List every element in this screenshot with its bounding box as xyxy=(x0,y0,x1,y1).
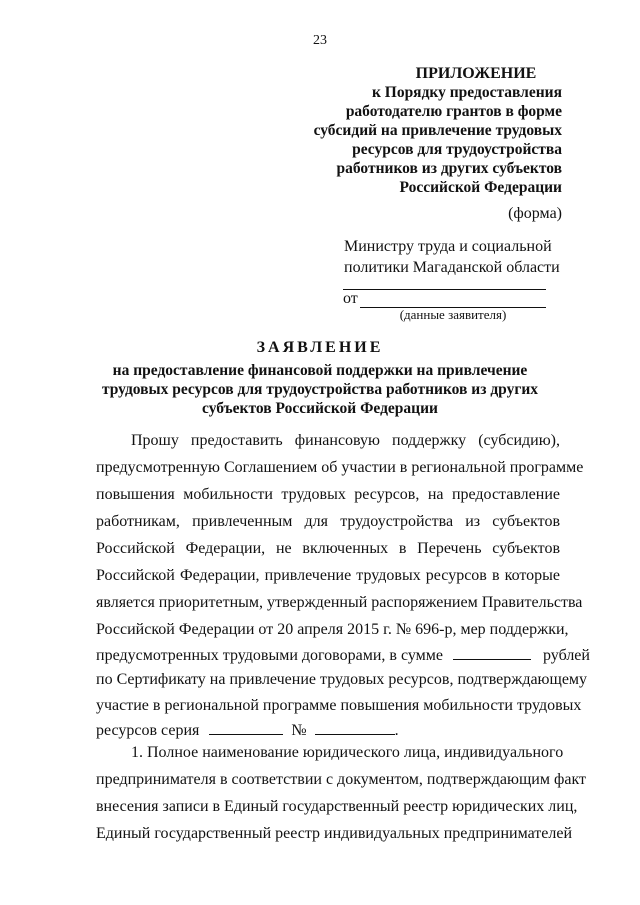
series-line xyxy=(96,720,560,740)
number-blank xyxy=(315,720,395,735)
body-line: Прошу предоставить финансовую поддержку (субсидию), xyxy=(131,432,560,449)
body-line: по Сертификату на привлечение трудовых ресурсов, подтверждающему xyxy=(96,671,588,688)
series-blank xyxy=(209,720,283,735)
appendix-line: к Порядку предоставления xyxy=(371,84,562,101)
appendix-line: работников из других субъектов xyxy=(336,160,562,177)
appendix-line: Российской Федерации xyxy=(399,179,562,196)
body-line: Российской Федерации, привлечение трудовых ресурсов в которые xyxy=(96,567,560,584)
addressee-block xyxy=(344,236,564,278)
sum-label: предусмотренных трудовыми договорами, в сумме xyxy=(96,647,443,664)
appendix-line: работодателю грантов в форме xyxy=(345,103,562,120)
body-line: внесения записи в Единый государственный реестр юридических лиц, xyxy=(96,798,578,815)
body-line: является приоритетным, утвержденный распоряжением Правительства xyxy=(96,594,583,611)
appendix-line: субсидий на привлечение трудовых xyxy=(313,122,562,139)
body-line: повышения мобильности трудовых ресурсов, на предоставление xyxy=(96,486,560,503)
body-line: Российской Федерации от 20 апреля 2015 г. № 696-р, мер поддержки, xyxy=(96,621,569,638)
from-label: от xyxy=(343,290,358,307)
subtitle-line: трудовых ресурсов для трудоустройства работников из других xyxy=(101,381,539,398)
appendix-block xyxy=(300,64,562,197)
body-line: предусмотренную Соглашением об участии в региональной программе xyxy=(96,459,584,476)
body-line: Единый государственный реестр индивидуальных предпринимателей xyxy=(96,825,573,842)
page-number: 23 xyxy=(313,33,327,48)
subtitle-line: на предоставление финансовой поддержки на привлечение xyxy=(112,362,528,379)
addressee-line: политики Магаданской области xyxy=(344,259,560,276)
statement-subtitle xyxy=(100,361,540,418)
body-line: работникам, привлеченным для трудоустройства из субъектов xyxy=(96,513,560,530)
body-line: участие в региональной программе повышения мобильности трудовых xyxy=(96,697,582,714)
addressee-line: Министру труда и социальной xyxy=(344,238,552,255)
sum-currency: рублей xyxy=(543,647,590,664)
number-label: № xyxy=(291,722,307,739)
blank-line xyxy=(343,289,546,290)
body-line: 1. Полное наименование юридического лица, индивидуального xyxy=(131,744,564,761)
series-label: ресурсов серия xyxy=(96,722,200,739)
appendix-line: ресурсов для трудоустройства xyxy=(352,141,562,158)
subtitle-line: субъектов Российской Федерации xyxy=(202,400,438,417)
appendix-heading: ПРИЛОЖЕНИЕ xyxy=(415,65,537,82)
statement-title: ЗАЯВЛЕНИЕ xyxy=(256,339,384,356)
applicant-caption: (данные заявителя) xyxy=(399,307,507,322)
sum-line xyxy=(96,645,590,665)
body-line: Российской Федерации, не включенных в Перечень субъектов xyxy=(96,540,560,557)
form-label: (форма) xyxy=(508,205,562,222)
sum-blank xyxy=(453,645,531,660)
sentence-end: . xyxy=(394,722,399,739)
body-line: предпринимателя в соответствии с документом, подтверждающим факт xyxy=(96,771,586,788)
